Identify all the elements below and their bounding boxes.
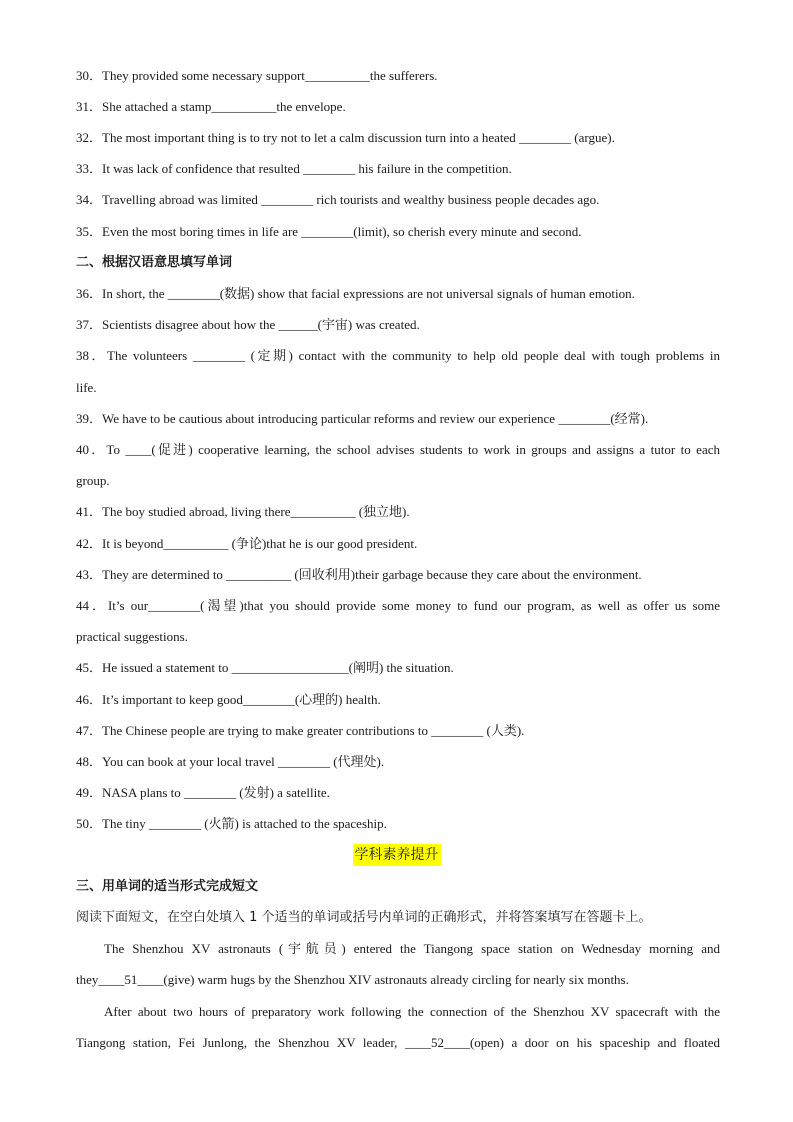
section-3-heading: 三、用单词的适当形式完成短文: [76, 879, 259, 894]
question-40: 40．To ____(促进) cooperative learning, the school advises students to work in groups and assigns a tutor to each: [76, 442, 720, 457]
question-44-continuation: practical suggestions.: [76, 629, 188, 644]
question-33: 33．It was lack of confidence that resulted ________ his failure in the competition.: [76, 161, 512, 176]
section-3-instruction: 阅读下面短文，在空白处填入 1 个适当的单词或括号内单词的正确形式，并将答案填写在答题卡上。: [76, 910, 652, 925]
question-36: 36．In short, the ________(数据) show that facial expressions are not universal signals of human emotion.: [76, 286, 635, 301]
question-38-continuation: life.: [76, 380, 97, 395]
question-37: 37．Scientists disagree about how the ______(宇宙) was created.: [76, 317, 420, 332]
section-2-heading: 二、根据汉语意思填写单词: [76, 255, 233, 270]
question-35: 35．Even the most boring times in life are ________(limit), so cherish every minute and second.: [76, 224, 582, 239]
question-49: 49．NASA plans to ________ (发射) a satellite.: [76, 785, 330, 800]
question-42: 42．It is beyond__________ (争论)that he is our good president.: [76, 536, 418, 551]
question-43: 43．They are determined to __________ (回收利用)their garbage because they care about the environment.: [76, 567, 642, 582]
question-44: 44．It’s our________(渴望)that you should provide some money to fund our program, as well as offer us some: [76, 598, 720, 613]
question-48: 48．You can book at your local travel ________ (代理处).: [76, 754, 385, 769]
question-34: 34．Travelling abroad was limited ________ rich tourists and wealthy business people decades ago.: [76, 192, 600, 207]
question-40-continuation: group.: [76, 473, 110, 488]
question-46: 46．It’s important to keep good________(心理的) health.: [76, 692, 381, 707]
question-32: 32．The most important thing is to try not to let a calm discussion turn into a heated ________ (argue).: [76, 130, 615, 145]
passage-line-2: they____51____(give) warm hugs by the Shenzhou XIV astronauts already circling for nearly six months.: [76, 972, 629, 987]
question-31: 31．She attached a stamp__________the envelope.: [76, 99, 346, 114]
passage-line-1: The Shenzhou XV astronauts (宇航员) entered the Tiangong space station on Wednesday morning and: [104, 941, 720, 956]
question-30: 30．They provided some necessary support__________the sufferers.: [76, 68, 438, 83]
passage-line-3: After about two hours of preparatory work following the connection of the Shenzhou XV spacecraft with the: [104, 1004, 720, 1019]
banner-container: [0, 844, 793, 866]
question-38: 38．The volunteers ________ (定期) contact with the community to help old people deal with tough problems in: [76, 348, 720, 363]
question-45: 45．He issued a statement to __________________(阐明) the situation.: [76, 660, 454, 675]
subject-literacy-banner: 学科素养提升: [353, 844, 441, 866]
question-47: 47．The Chinese people are trying to make greater contributions to ________ (人类).: [76, 723, 525, 738]
question-41: 41．The boy studied abroad, living there__________ (独立地).: [76, 504, 410, 519]
passage-line-4: Tiangong station, Fei Junlong, the Shenzhou XV leader, ____52____(open) a door on his spaceship and floated: [76, 1035, 720, 1050]
question-50: 50．The tiny ________ (火箭) is attached to the spaceship.: [76, 816, 387, 831]
question-39: 39．We have to be cautious about introducing particular reforms and review our experience ________(经常).: [76, 411, 649, 426]
